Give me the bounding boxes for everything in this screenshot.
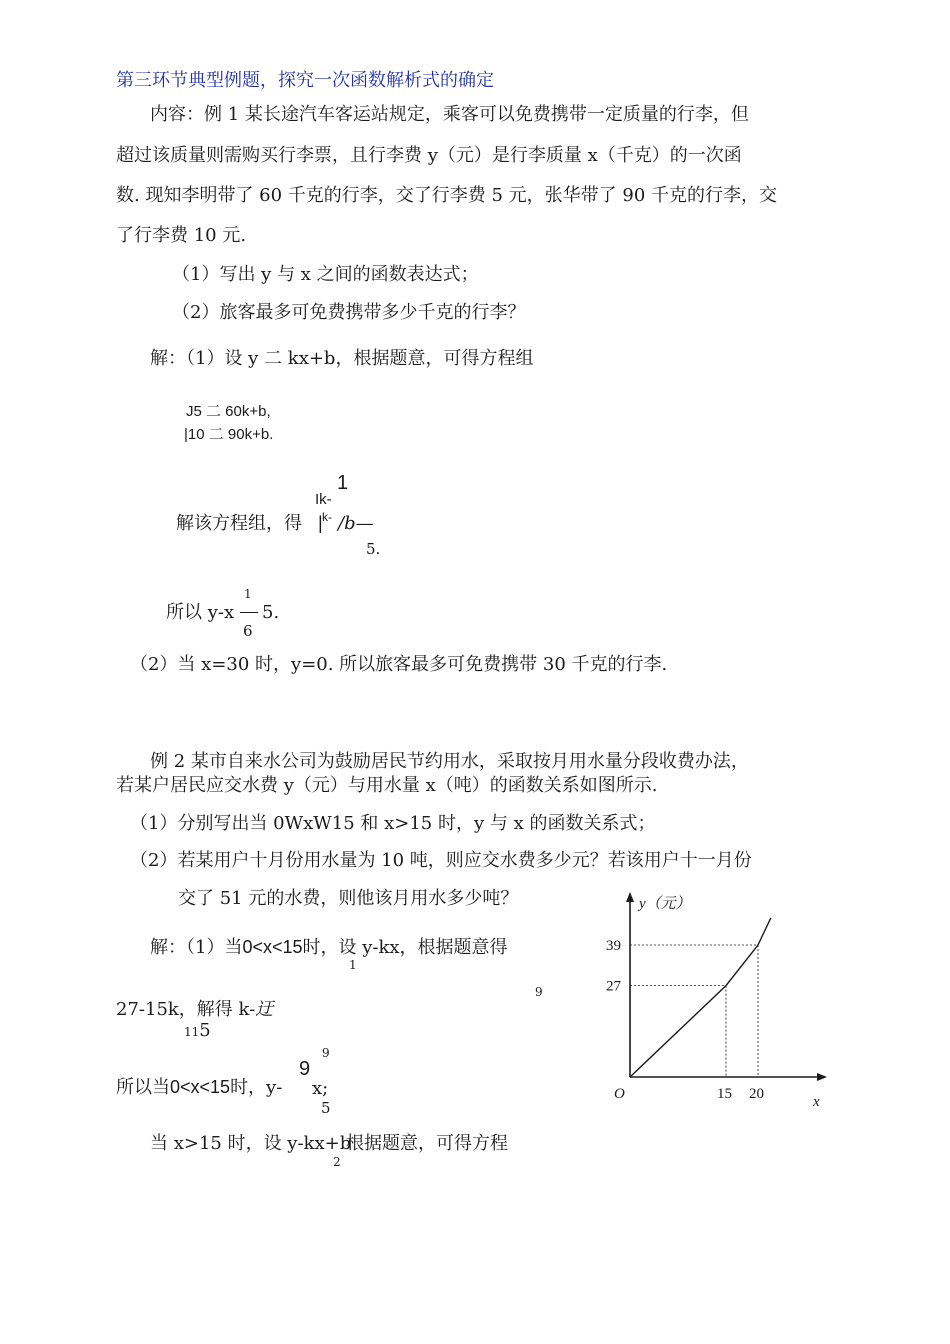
x-tick-label-20: 20 xyxy=(749,1086,764,1102)
superscript-nine-b: 9 xyxy=(322,1046,330,1060)
example1-line3: 数. 现知李明带了 60 千克的行李，交了行李费 5 元，张华带了 90 千克的行李，交 xyxy=(116,185,778,206)
solve-b: /b— xyxy=(338,513,374,534)
when-text: 当 x>15 时，设 y-kx+b xyxy=(150,1133,352,1154)
example1-question2: （2）旅客最多可免费携带多少千克的行李？ xyxy=(172,302,526,323)
so-when-condition: 0<x<15 xyxy=(170,1077,231,1097)
y-tick-label-39: 39 xyxy=(606,938,621,954)
example2-line2: 若某户居民应交水费 y（元）与用水量 x（吨）的函数关系如图所示. xyxy=(116,775,658,796)
solve-k-line2: k- xyxy=(322,510,332,524)
k-solution-text: 27-15k，解得 k- xyxy=(116,999,256,1020)
so-fraction-bar xyxy=(240,612,258,613)
origin-label: O xyxy=(614,1086,625,1102)
so-when-x: x; xyxy=(312,1078,329,1099)
equation-system-line2: |10 二 90k+b. xyxy=(184,426,274,443)
k-denominator xyxy=(184,1020,211,1042)
example2-question2b: 交了 51 元的水费，则他该月用水多少吨？ xyxy=(178,888,519,909)
sol-a-text: 解：（1）当 xyxy=(150,937,243,958)
x-axis-label: x xyxy=(813,1094,820,1110)
k-denominator-five: 5 xyxy=(199,1020,211,1041)
so-when-line xyxy=(116,1076,282,1099)
solve-k-line1: Ik- xyxy=(315,491,332,508)
y-axis-label: y（元） xyxy=(639,896,691,912)
so-fraction-den: 6 xyxy=(243,622,253,640)
solve-top-one: 1 xyxy=(337,472,349,494)
so-when-text: 所以当 xyxy=(116,1077,170,1098)
so-text: 所以 y-x xyxy=(166,602,235,623)
example1-line1: 内容：例 1 某长途汽车客运站规定，乘客可以免费携带一定质量的行李，但 xyxy=(150,104,749,125)
sol-a-tail: 时，设 y-kx，根据题意得 xyxy=(302,937,508,958)
so-fraction-num: 1 xyxy=(244,587,252,601)
example2-question2a: （2）若某用户十月份用水量为 10 吨，则应交水费多少元？若该用户十一月份 xyxy=(130,850,752,871)
subscript-one: 1 xyxy=(349,958,357,972)
example1-line4: 了行李费 10 元. xyxy=(116,225,247,246)
x-tick-label-15: 15 xyxy=(717,1086,732,1102)
slope-nine: 9 xyxy=(299,1058,311,1080)
superscript-nine-a: 9 xyxy=(535,985,543,999)
sol-a-condition: 0<x<15 xyxy=(242,937,303,957)
water-fee-chart xyxy=(590,880,850,1120)
solve-text: 解该方程组，得 xyxy=(176,513,302,534)
section-heading: 第三环节典型例题，探究一次函数解析式的确定 xyxy=(116,70,494,91)
k-solution-garble: 迂 xyxy=(255,999,274,1020)
y-axis-arrow xyxy=(626,892,634,902)
example1-solution-intro: 解：（1）设 y 二 kx+b，根据题意，可得方程组 xyxy=(150,348,534,369)
k-solution-line xyxy=(116,999,273,1021)
k-denominator-sub: 11 xyxy=(184,1025,200,1039)
so-tail: 5. xyxy=(262,602,280,623)
example1-line2: 超过该质量则需购买行李票，且行李费 y（元）是行李质量 x（千克）的一次函 xyxy=(116,145,742,166)
so-when-tail: 时，y- xyxy=(230,1077,283,1098)
so-when-five: 5 xyxy=(321,1099,331,1117)
fee-series-line xyxy=(630,918,771,1077)
equation-system-line1: J5 二 60k+b, xyxy=(186,403,271,420)
example1-question1: （1）写出 y 与 x 之间的函数表达式； xyxy=(172,264,479,285)
example1-part2: （2）当 x=30 时，y=0. 所以旅客最多可免费携带 30 千克的行李. xyxy=(130,654,668,675)
example2-solution-a xyxy=(150,936,508,959)
x-axis-arrow xyxy=(817,1073,827,1081)
when-tail: 根据题意，可得方程 xyxy=(346,1133,508,1154)
solve-five: 5. xyxy=(366,540,381,558)
example2-line1: 例 2 某市自来水公司为鼓励居民节约用水，采取按月用水量分段收费办法， xyxy=(150,751,749,772)
when-subscript: 2 xyxy=(333,1155,341,1169)
y-tick-label-27: 27 xyxy=(606,978,621,995)
solve-bracket: | xyxy=(318,513,323,533)
example2-question1: （1）分别写出当 0WxW15 和 x>15 时，y 与 x 的函数关系式； xyxy=(130,813,656,834)
when-line xyxy=(150,1133,351,1155)
